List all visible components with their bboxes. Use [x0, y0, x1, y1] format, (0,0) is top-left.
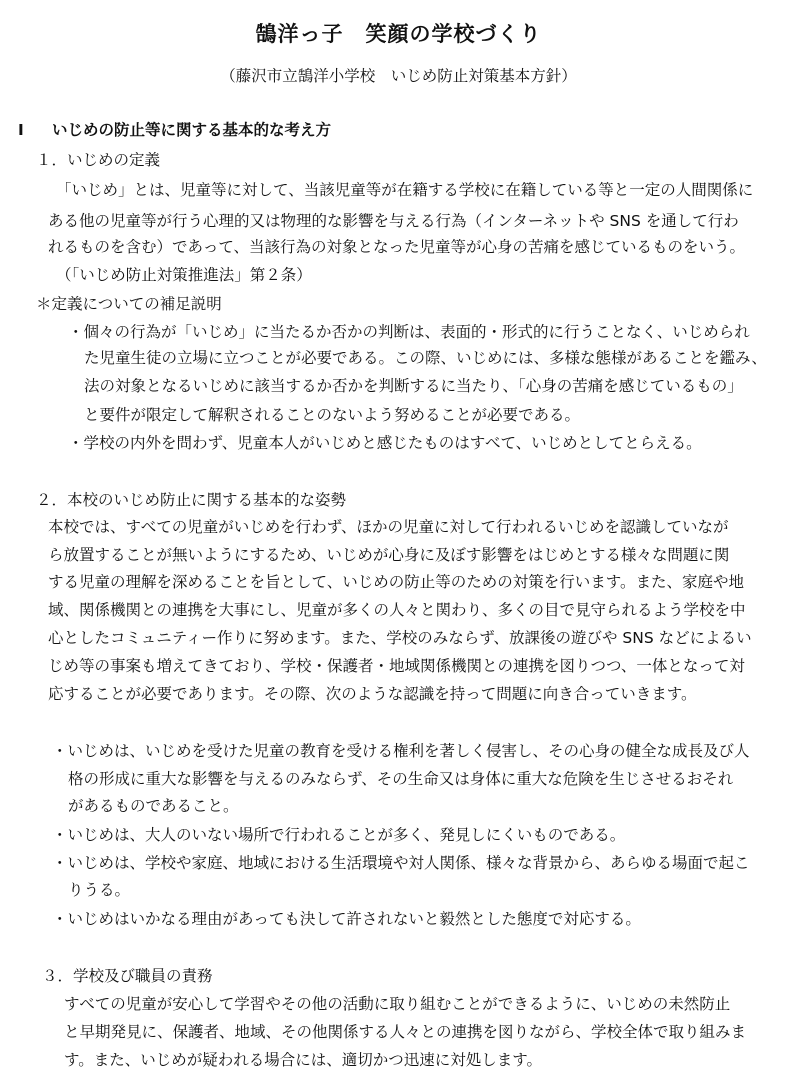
- document-title: 鵠洋っ子 笑顔の学校づくり: [255, 22, 542, 46]
- paragraph-line: 域、関係機関との連携を大事にし、児童が多くの人々と関わり、多くの目で見守られるよう学校を中: [48, 601, 746, 619]
- stance-bullet-line: ・いじめは、大人のいない場所で行われることが多く、発見しにくいものである。: [52, 826, 626, 844]
- note-bullet-line: 法の対象となるいじめに該当するか否かを判断するに当たり、「心身の苦痛を感じているもの」: [84, 377, 743, 395]
- paragraph-line: じめ等の事案も増えてきており、学校・保護者・地域関係機関との連携を図りつつ、一体となって対: [48, 657, 745, 675]
- paragraph-line: すべての児童が安心して学習やその他の活動に取り組むことができるように、いじめの未然防止: [64, 995, 731, 1013]
- note-bullet-line: ・学校の内外を問わず、児童本人がいじめと感じたものはすべて、いじめとしてとらえる。: [68, 434, 702, 452]
- document-subtitle: （藤沢市立鵠洋小学校 いじめ防止対策基本方針）: [220, 67, 577, 85]
- paragraph-line: する児童の理解を深めることを旨として、いじめの防止等のための対策を行います。また、家庭や地: [48, 573, 744, 591]
- paragraph-line: す。また、いじめが疑われる場合には、適切かつ迅速に対処します。: [64, 1051, 543, 1069]
- subsection-heading: １．いじめの定義: [36, 151, 161, 169]
- paragraph-line: ある他の児童等が行う心理的又は物理的な影響を与える行為（インターネットや SNS を通して行わ: [48, 212, 739, 230]
- section-title: いじめの防止等に関する基本的な考え方: [52, 121, 332, 139]
- subsection-heading: ２．本校のいじめ防止に関する基本的な姿勢: [36, 491, 347, 509]
- paragraph-line: 「いじめ」とは、児童等に対して、当該児童等が在籍する学校に在籍している等と一定の人間関係に: [56, 181, 754, 199]
- paragraph-line: 心としたコミュニティー作りに努めます。また、学校のみならず、放課後の遊びや SNS などによるい: [48, 629, 752, 647]
- paragraph-line: と早期発見に、保護者、地域、その他関係する人々との連携を図りながら、学校全体で取り組みま: [64, 1023, 747, 1041]
- paragraph-line: ら放置することが無いようにするため、いじめが心身に及ぼす影響をはじめとする様々な問題に関: [48, 546, 730, 564]
- paragraph-line: 本校では、すべての児童がいじめを行わず、ほかの児童に対して行われるいじめを認識していなが: [48, 518, 729, 536]
- section-numeral: Ⅰ: [18, 121, 24, 139]
- paragraph-line: 応することが必要であります。その際、次のような認識を持って問題に向き合っていきます。: [48, 685, 697, 703]
- stance-bullet-line: 格の形成に重大な影響を与えるのみならず、その生命又は身体に重大な危険を生じさせるおそれ: [68, 770, 734, 788]
- note-bullet-line: た児童生徒の立場に立つことが必要である。この際、いじめには、多様な態様があることを鑑み、: [84, 349, 767, 367]
- paragraph-line: れるものを含む）であって、当該行為の対象となった児童等が心身の苦痛を感じているものをいう。: [48, 238, 746, 256]
- stance-bullet-line: ・いじめは、学校や家庭、地域における生活環境や対人関係、様々な背景から、あらゆる場面で起こ: [52, 854, 750, 872]
- note-bullet-line: と要件が限定して解釈されることのないよう努めることが必要である。: [84, 406, 581, 424]
- note-bullet-line: ・個々の行為が「いじめ」に当たるか否かの判断は、表面的・形式的に行うことなく、いじめられ: [68, 323, 750, 341]
- section-heading: [18, 120, 331, 140]
- stance-bullet-line: があるものであること。: [68, 797, 239, 815]
- subsection-heading: ３．学校及び職員の責務: [42, 967, 213, 985]
- law-reference: （「いじめ防止対策推進法」第２条）: [56, 266, 312, 284]
- note-heading: ＊定義についての補足説明: [36, 295, 222, 313]
- stance-bullet-line: りうる。: [68, 881, 131, 899]
- stance-bullet-line: ・いじめはいかなる理由があっても決して許されないと毅然とした態度で対応する。: [52, 910, 641, 928]
- stance-bullet-line: ・いじめは、いじめを受けた児童の教育を受ける権利を著しく侵害し、その心身の健全な成長及び人: [52, 742, 750, 760]
